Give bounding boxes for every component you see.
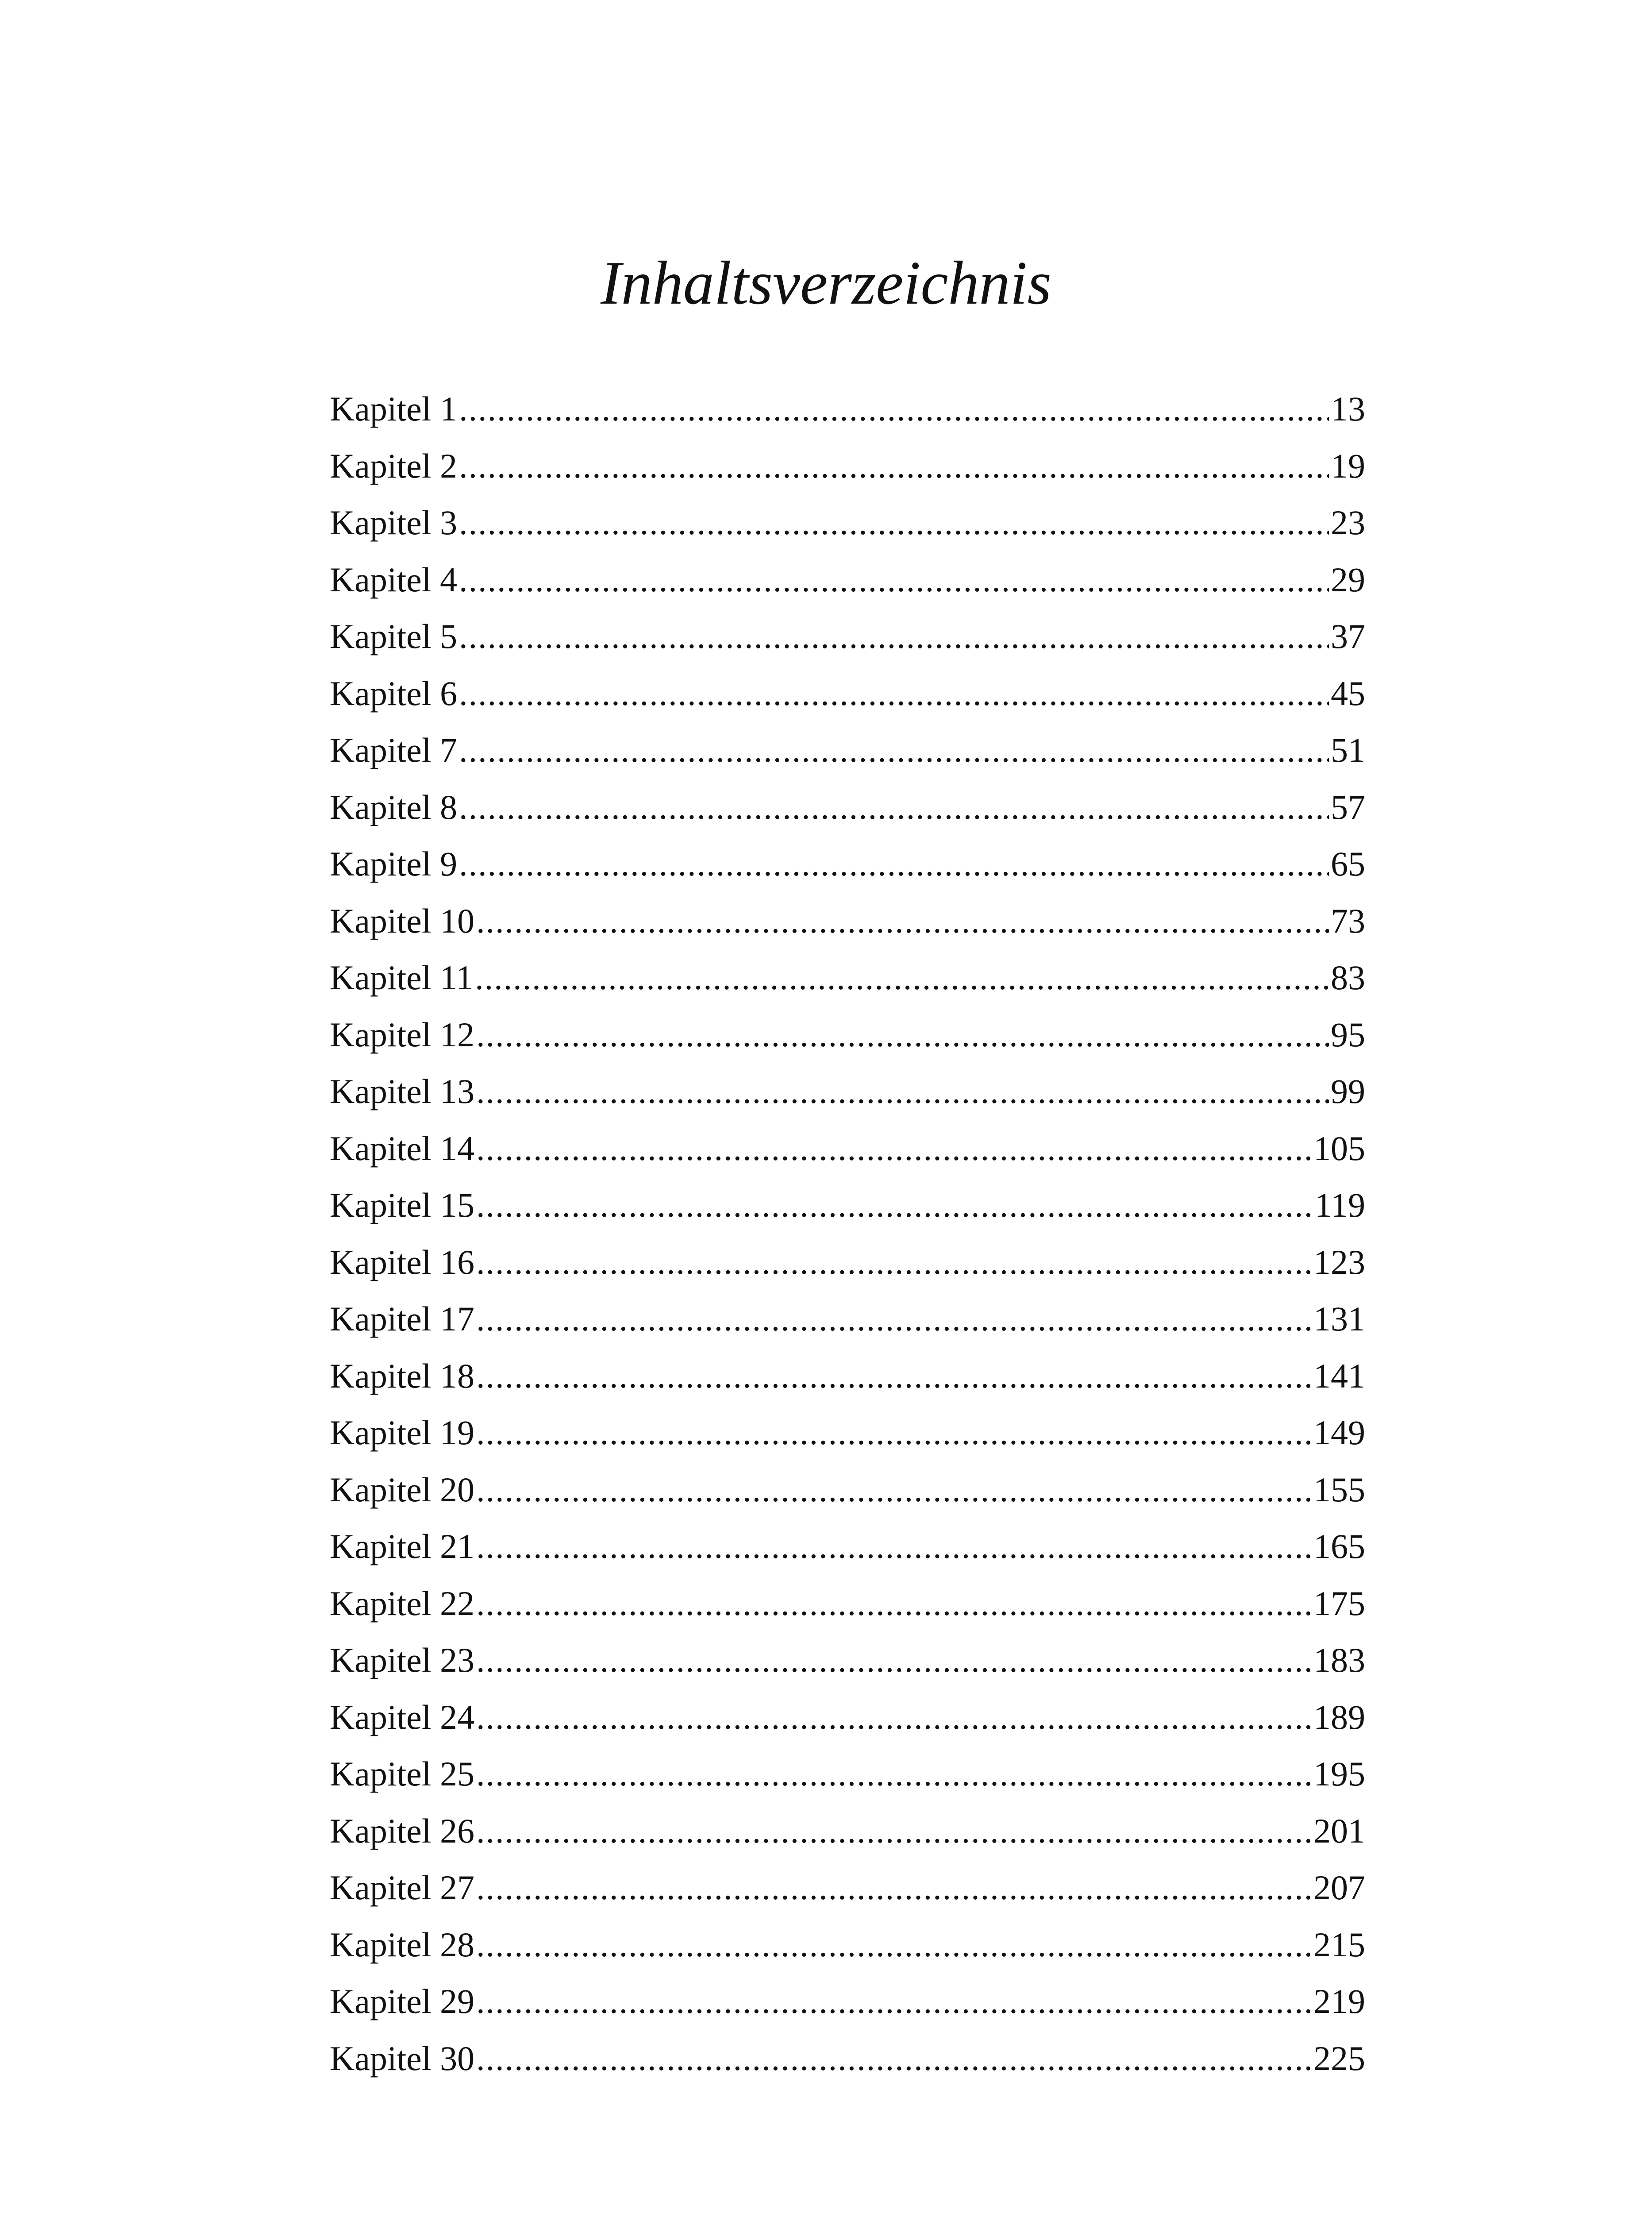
toc-entry-page: 73 xyxy=(1331,901,1365,940)
toc-dot-leader xyxy=(476,2030,1312,2087)
toc-entry-label: Kapitel 29 xyxy=(330,1982,475,2020)
toc-entry-page: 45 xyxy=(1331,674,1365,713)
toc-entry[interactable] xyxy=(330,1916,1365,1974)
toc-entry-page: 29 xyxy=(1331,560,1365,599)
toc-entry-label: Kapitel 4 xyxy=(330,560,458,599)
toc-entry[interactable] xyxy=(330,893,1365,950)
toc-entry-page: 201 xyxy=(1313,1811,1365,1850)
toc-entry-page: 131 xyxy=(1313,1299,1365,1338)
toc-entry-page: 83 xyxy=(1331,958,1365,997)
toc-entry-page: 189 xyxy=(1313,1697,1365,1736)
toc-entry-label: Kapitel 22 xyxy=(330,1584,475,1623)
toc-entry[interactable] xyxy=(330,1746,1365,1803)
toc-entry-label: Kapitel 13 xyxy=(330,1072,475,1110)
toc-entry[interactable] xyxy=(330,1461,1365,1519)
toc-entry-label: Kapitel 14 xyxy=(330,1129,475,1168)
toc-entry[interactable] xyxy=(330,1063,1365,1120)
toc-entry-label: Kapitel 8 xyxy=(330,787,458,826)
toc-dot-leader xyxy=(476,1291,1312,1348)
toc-entry-page: 141 xyxy=(1313,1356,1365,1395)
toc-entry-label: Kapitel 27 xyxy=(330,1868,475,1907)
toc-entry-label: Kapitel 28 xyxy=(330,1925,475,1964)
toc-entry-page: 51 xyxy=(1331,731,1365,769)
toc-dot-leader xyxy=(476,1746,1312,1803)
toc-entry-page: 65 xyxy=(1331,844,1365,883)
toc-entry-page: 195 xyxy=(1313,1754,1365,1793)
toc-entry-page: 175 xyxy=(1313,1584,1365,1623)
toc-entry[interactable] xyxy=(330,1291,1365,1348)
toc-entry-label: Kapitel 20 xyxy=(330,1470,475,1509)
toc-dot-leader xyxy=(476,1120,1312,1177)
toc-entry-page: 119 xyxy=(1314,1186,1365,1224)
toc-entry-page: 219 xyxy=(1313,1982,1365,2020)
toc-entry[interactable] xyxy=(330,381,1365,438)
toc-entry-label: Kapitel 17 xyxy=(330,1299,475,1338)
toc-entry[interactable] xyxy=(330,1348,1365,1405)
toc-entry-page: 123 xyxy=(1313,1242,1365,1281)
toc-dot-leader xyxy=(459,836,1329,893)
toc-entry-label: Kapitel 6 xyxy=(330,674,458,713)
toc-entry-label: Kapitel 10 xyxy=(330,901,475,940)
toc-entry-label: Kapitel 5 xyxy=(330,617,458,655)
toc-entry-label: Kapitel 7 xyxy=(330,731,458,769)
toc-entry[interactable] xyxy=(330,1973,1365,2030)
toc-entry[interactable] xyxy=(330,1575,1365,1632)
toc-entry-label: Kapitel 2 xyxy=(330,446,458,485)
toc-dot-leader xyxy=(459,608,1329,665)
toc-entry[interactable] xyxy=(330,1006,1365,1064)
toc-entry[interactable] xyxy=(330,836,1365,893)
toc-entry[interactable] xyxy=(330,608,1365,665)
toc-entry-label: Kapitel 3 xyxy=(330,503,458,542)
toc-entry[interactable] xyxy=(330,494,1365,551)
toc-entry-label: Kapitel 9 xyxy=(330,844,458,883)
toc-entry[interactable] xyxy=(330,1120,1365,1177)
toc-dot-leader xyxy=(459,494,1329,551)
toc-entry-label: Kapitel 30 xyxy=(330,2039,475,2078)
page-title: Inhaltsverzeichnis xyxy=(601,249,1051,317)
table-of-contents xyxy=(330,381,1365,2087)
toc-entry[interactable] xyxy=(330,1177,1365,1234)
toc-dot-leader xyxy=(459,551,1329,609)
toc-entry-label: Kapitel 11 xyxy=(330,958,474,997)
toc-entry-label: Kapitel 23 xyxy=(330,1641,475,1679)
toc-entry-label: Kapitel 21 xyxy=(330,1527,475,1565)
toc-dot-leader xyxy=(476,1404,1312,1461)
toc-entry-page: 155 xyxy=(1313,1470,1365,1509)
toc-entry-page: 105 xyxy=(1313,1129,1365,1168)
toc-entry-page: 99 xyxy=(1331,1072,1365,1110)
toc-entry-page: 215 xyxy=(1313,1925,1365,1964)
toc-entry[interactable] xyxy=(330,1234,1365,1291)
toc-entry-page: 37 xyxy=(1331,617,1365,655)
toc-entry[interactable] xyxy=(330,1803,1365,1860)
toc-entry[interactable] xyxy=(330,779,1365,836)
toc-entry[interactable] xyxy=(330,665,1365,722)
toc-dot-leader xyxy=(476,1234,1312,1291)
toc-dot-leader xyxy=(459,779,1329,836)
toc-entry-label: Kapitel 26 xyxy=(330,1811,475,1850)
toc-entry[interactable] xyxy=(330,1632,1365,1689)
toc-dot-leader xyxy=(476,1006,1329,1064)
toc-dot-leader xyxy=(459,381,1329,438)
toc-entry-label: Kapitel 19 xyxy=(330,1413,475,1452)
toc-entry[interactable] xyxy=(330,551,1365,609)
toc-entry-label: Kapitel 15 xyxy=(330,1186,475,1224)
toc-entry-page: 207 xyxy=(1313,1868,1365,1907)
toc-entry-label: Kapitel 24 xyxy=(330,1697,475,1736)
toc-entry-label: Kapitel 1 xyxy=(330,389,458,428)
toc-entry[interactable] xyxy=(330,1404,1365,1461)
toc-dot-leader xyxy=(459,722,1329,779)
toc-entry-page: 57 xyxy=(1331,787,1365,826)
toc-dot-leader xyxy=(476,1632,1312,1689)
toc-dot-leader xyxy=(476,1859,1312,1916)
toc-dot-leader xyxy=(476,1973,1312,2030)
toc-dot-leader xyxy=(476,1177,1313,1234)
toc-dot-leader xyxy=(476,1461,1312,1519)
toc-entry[interactable] xyxy=(330,1859,1365,1916)
toc-entry[interactable] xyxy=(330,1689,1365,1746)
toc-dot-leader xyxy=(459,438,1329,495)
toc-entry-label: Kapitel 12 xyxy=(330,1015,475,1054)
toc-entry-label: Kapitel 18 xyxy=(330,1356,475,1395)
toc-entry-page: 19 xyxy=(1331,446,1365,485)
toc-entry[interactable] xyxy=(330,722,1365,779)
toc-entry-page: 149 xyxy=(1313,1413,1365,1452)
toc-entry[interactable] xyxy=(330,2030,1365,2087)
toc-dot-leader xyxy=(476,893,1329,950)
toc-entry-page: 23 xyxy=(1331,503,1365,542)
toc-entry-page: 95 xyxy=(1331,1015,1365,1054)
toc-entry-page: 225 xyxy=(1313,2039,1365,2078)
toc-entry-page: 183 xyxy=(1313,1641,1365,1679)
toc-entry-label: Kapitel 16 xyxy=(330,1242,475,1281)
toc-dot-leader xyxy=(476,1575,1312,1632)
toc-dot-leader xyxy=(476,1518,1312,1575)
toc-dot-leader xyxy=(476,1063,1329,1120)
toc-entry-page: 13 xyxy=(1331,389,1365,428)
toc-entry-label: Kapitel 25 xyxy=(330,1754,475,1793)
toc-dot-leader xyxy=(475,949,1329,1006)
toc-entry[interactable] xyxy=(330,1518,1365,1575)
toc-dot-leader xyxy=(476,1689,1312,1746)
toc-entry[interactable] xyxy=(330,949,1365,1006)
toc-dot-leader xyxy=(476,1348,1312,1405)
toc-dot-leader xyxy=(476,1916,1312,1974)
toc-dot-leader xyxy=(459,665,1329,722)
toc-entry[interactable] xyxy=(330,438,1365,495)
toc-entry-page: 165 xyxy=(1313,1527,1365,1565)
toc-dot-leader xyxy=(476,1803,1312,1860)
